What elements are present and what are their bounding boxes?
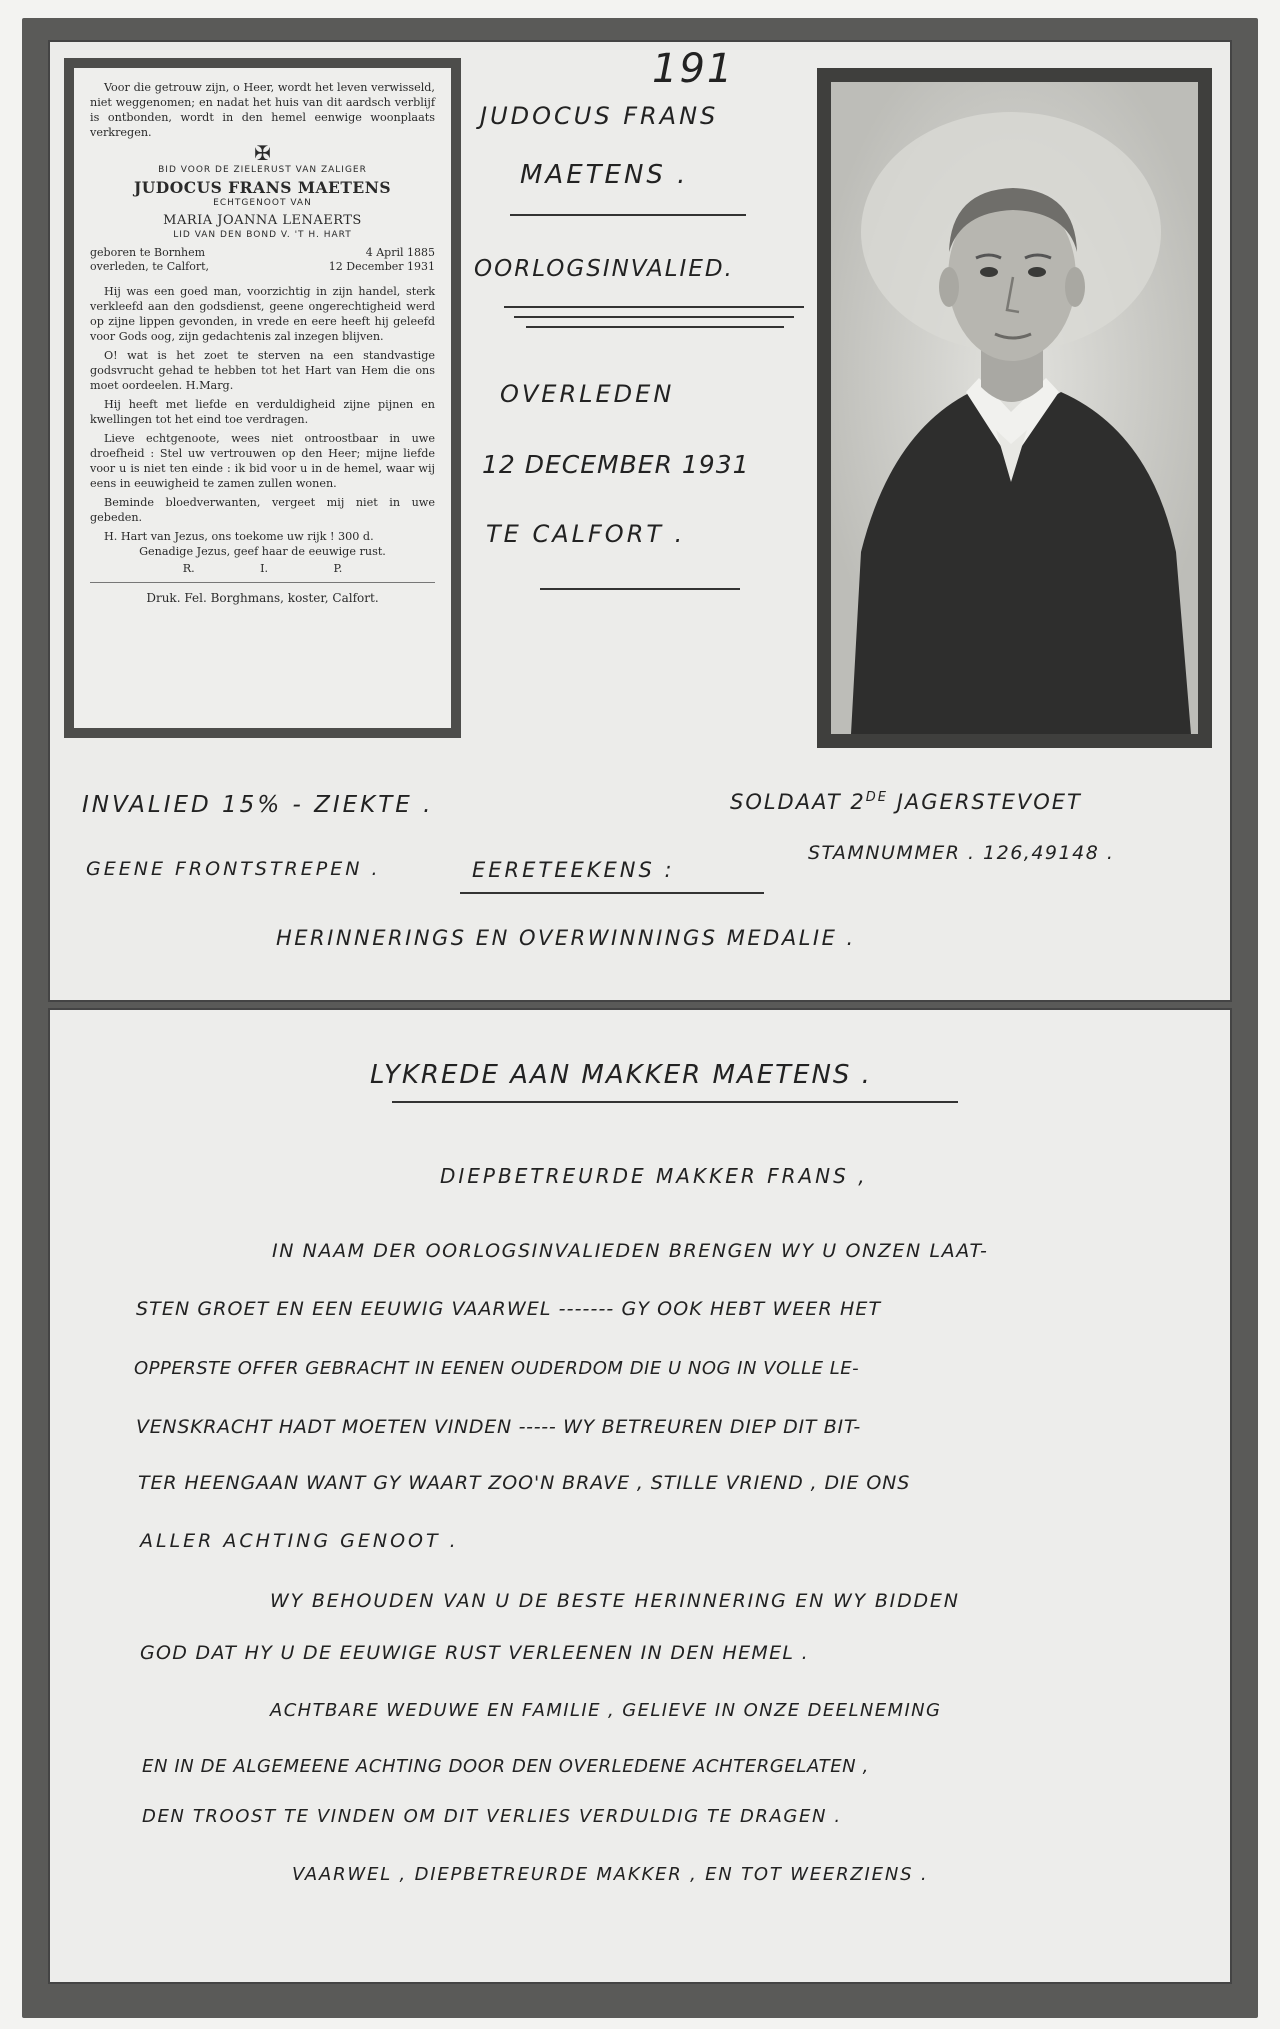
bottom-panel	[48, 1008, 1232, 1984]
card-paragraph-6: H. Hart van Jezus, ons toekome uw rijk ! 300 d.	[104, 530, 374, 543]
name-line-2: MAETENS .	[520, 160, 689, 190]
name-underline	[510, 214, 746, 216]
eulogy-line-7: WY BEHOUDEN VAN U DE BESTE HERINNERING EN WY BIDDEN	[270, 1590, 960, 1612]
eulogy-line-10: EN IN DE ALGEMEENE ACHTING DOOR DEN OVERLEDENE ACHTERGELATEN ,	[142, 1756, 869, 1777]
status-text: OORLOGSINVALIED.	[474, 256, 734, 282]
medal-text: HERINNERINGS EN OVERWINNINGS MEDALIE .	[276, 926, 856, 950]
invalid-text: INVALIED 15% - ZIEKTE .	[82, 792, 434, 818]
card-died-row	[90, 260, 435, 274]
died-place: TE CALFORT .	[486, 520, 686, 548]
regnum-text: STAMNUMMER . 126,49148 .	[808, 842, 1115, 864]
card-born-date: 4 April 1885	[365, 246, 435, 259]
card-rip	[90, 561, 435, 576]
card-paragraph-2: O! wat is het zoet te sterven na een standvastige godsvrucht gehad te hebben tot het Hart van Hem die ons moet oordeelen. H.Marg.	[90, 349, 435, 392]
card-printer: Druk. Fel. Borghmans, koster, Calfort.	[90, 582, 435, 606]
honours-label: EERETEEKENS :	[472, 858, 675, 882]
cross-icon: ✠	[254, 141, 271, 165]
header-bottom-rule	[540, 588, 740, 590]
eulogy-line-5: TER HEENGAAN WANT GY WAART ZOO'N BRAVE , STILLE VRIEND , DIE ONS	[138, 1472, 911, 1494]
eulogy-line-3: OPPERSTE OFFER GEBRACHT IN EENEN OUDERDOM DIE U NOG IN VOLLE LE-	[134, 1358, 860, 1379]
died-date: 12 DECEMBER 1931	[482, 450, 750, 479]
card-spouse-label: ECHTGENOOT VAN	[213, 198, 312, 208]
portrait-frame	[817, 68, 1212, 748]
rip-r: R.	[182, 562, 195, 575]
card-spouse: MARIA JOANNA LENAERTS	[163, 213, 362, 228]
eulogy-line-8: GOD DAT HY U DE EEUWIGE RUST VERLEENEN IN DEN HEMEL .	[140, 1642, 809, 1664]
eulogy-line-11: DEN TROOST TE VINDEN OM DIT VERLIES VERDULDIG TE DRAGEN .	[142, 1806, 842, 1827]
eulogy-salutation: DIEPBETREURDE MAKKER FRANS ,	[440, 1164, 868, 1188]
eulogy-line-12: VAARWEL , DIEPBETREURDE MAKKER , EN TOT WEERZIENS .	[292, 1864, 929, 1885]
status-underline-2	[514, 316, 794, 318]
card-paragraph-7: Genadige Jezus, geef haar de eeuwige rust.	[139, 545, 386, 558]
eulogy-line-2: STEN GROET EN EEN EEUWIG VAARWEL ------- GY OOK HEBT WEER HET	[136, 1298, 882, 1320]
eulogy-line-1: IN NAAM DER OORLOGSINVALIEDEN BRENGEN WY U ONZEN LAAT-	[272, 1240, 989, 1262]
card-born-place: geboren te Bornhem	[90, 246, 206, 259]
card-paragraph-4: Lieve echtgenoote, wees niet ontroostbaar in uwe droefheid : Stel uw vertrouwen op den Heer; mijne liefde voor u is niet ten einde : ik bid voor u in de hemel, waar wij eens in eeuwigheid te zamen zullen wonen.	[90, 432, 435, 490]
card-member: LID VAN DEN BOND V. 'T H. HART	[173, 230, 352, 240]
memorial-card	[64, 58, 461, 738]
eulogy-line-9: ACHTBARE WEDUWE EN FAMILIE , GELIEVE IN ONZE DEELNEMING	[270, 1700, 942, 1721]
soldier-prefix: SOLDAAT 2	[730, 790, 866, 814]
portrait-image	[831, 82, 1198, 734]
soldier-suffix: JAGERSTEVOET	[896, 790, 1082, 814]
rip-i: I.	[260, 562, 269, 575]
portrait-photo	[831, 82, 1198, 734]
card-name: JUDOCUS FRANS MAETENS	[133, 178, 392, 197]
card-born-row	[90, 246, 435, 260]
card-intro: Voor die getrouw zijn, o Heer, wordt het leven verwisseld, niet weggenomen; en nadat het huis van dit aardsch verblijf is ontbonden, wordt in den hemel eenwige woonplaats verkregen.	[90, 81, 435, 139]
eulogy-line-6: ALLER ACHTING GENOOT .	[140, 1530, 459, 1552]
rip-p: P.	[333, 562, 343, 575]
card-paragraph-3: Hij heeft met liefde en verduldigheid zijne pijnen en kwellingen tot het eind toe verdragen.	[90, 398, 435, 426]
card-paragraph-5: Beminde bloedverwanten, vergeet mij niet in uwe gebeden.	[90, 496, 435, 524]
card-died-date: 12 December 1931	[328, 260, 435, 273]
card-died-place: overleden, te Calfort,	[90, 260, 210, 273]
eulogy-title: LYKREDE AAN MAKKER MAETENS .	[370, 1060, 872, 1090]
died-label: OVERLEDEN	[500, 380, 675, 408]
page-number: 191	[652, 46, 735, 92]
memorial-card-text	[74, 68, 451, 728]
honours-underline	[460, 892, 764, 894]
eulogy-title-underline	[392, 1101, 958, 1103]
name-line-1: JUDOCUS FRANS	[480, 102, 719, 130]
soldier-sup: DE	[865, 790, 889, 805]
eulogy-line-4: VENSKRACHT HADT MOETEN VINDEN ----- WY BETREUREN DIEP DIT BIT-	[136, 1416, 861, 1438]
card-bid: BID VOOR DE ZIELERUST VAN ZALIGER	[158, 165, 367, 175]
card-paragraph-1: Hij was een goed man, voorzichtig in zijn handel, sterk verkleefd aan den godsdienst, geene ongerechtigheid werd op zijne lippen gevonden, in vrede en eere heeft hij geleefd voor Gods oog, zijn gedachtenis zal inzegen blijven.	[90, 285, 435, 343]
status-underline-1	[504, 306, 804, 308]
no-stripes-text: GEENE FRONTSTREPEN .	[86, 858, 381, 880]
soldier-text	[730, 790, 1082, 814]
status-underline-3	[526, 326, 784, 328]
